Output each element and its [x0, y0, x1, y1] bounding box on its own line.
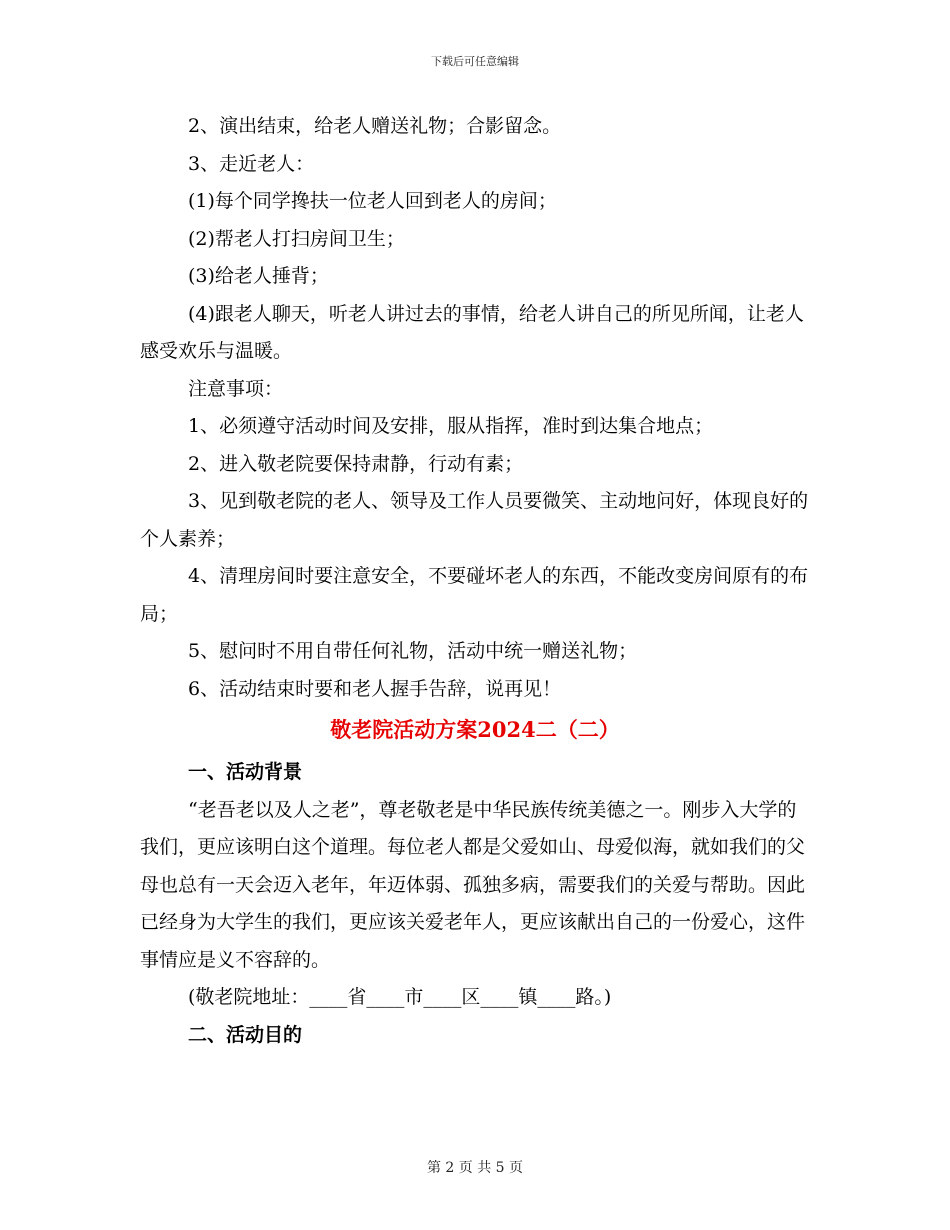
paragraph: (4)跟老人聊天，听老人讲过去的事情，给老人讲自己的所见所闻，让老人感受欢乐与温暖。: [140, 302, 804, 362]
paragraph: 注意事项：: [188, 377, 284, 400]
paragraph: 1、必须遵守活动时间及安排，服从指挥，准时到达集合地点；: [188, 415, 714, 437]
page-footer: 第 2 页 共 5 页: [426, 1160, 524, 1176]
paragraph: (2)帮老人打扫房间卫生；: [188, 227, 405, 250]
section-title: 敬老院活动方案2024二（二）: [330, 717, 620, 742]
paragraph: 4、清理房间时要注意安全，不要碰坏老人的东西，不能改变房间原有的布局；: [140, 565, 809, 625]
paragraph: 3、走近老人：: [188, 152, 315, 175]
paragraph: (3)给老人捶背；: [188, 265, 329, 287]
paragraph: 6、活动结束时要和老人握手告辞，说再见！: [188, 677, 562, 700]
paragraph: (1)每个同学搀扶一位老人回到老人的房间；: [188, 190, 557, 212]
document-body: [140, 108, 810, 1054]
section-heading: 一、活动背景: [188, 761, 303, 783]
paragraph: 3、见到敬老院的老人、领导及工作人员要微笑、主动地问好，体现良好的个人素养；: [140, 490, 809, 550]
paragraph: 5、慰问时不用自带任何礼物，活动中统一赠送礼物；: [188, 640, 638, 662]
paragraph: 2、演出结束，给老人赠送礼物；合影留念。: [188, 115, 562, 137]
paragraph: 2、进入敬老院要保持肃静，行动有素；: [188, 452, 524, 475]
page-header: 下载后可任意编辑: [431, 55, 519, 68]
section-heading: 二、活动目的: [188, 1023, 303, 1046]
paragraph: “老吾老以及人之老”，尊老敬老是中华民族传统美德之一。刚步入大学的我们，更应该明白这个道理。每位老人都是父爱如山、母爱似海，就如我们的父母也总有一天会迈入老年，年迈体弱、孤独多病，需要我们的关爱与帮助。因此已经身为大学生的我们，更应该关爱老年人，更应该献出自己的一份爱心，这件事情应是义不容辞的。: [140, 798, 806, 971]
address-line: (敬老院地址：____省____市____区____镇____路。): [188, 986, 612, 1008]
